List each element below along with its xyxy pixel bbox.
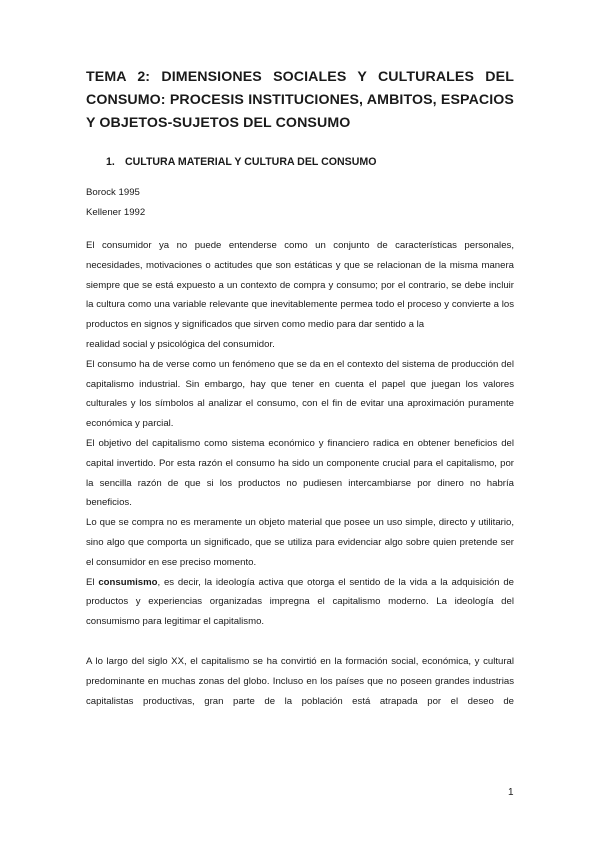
paragraph-text: , es decir, la ideología activa que otorga el sentido de la vida a la adquisición de productos y experiencias organizadas impregna el capitalismo moderno. La ideología del consumismo para legitimar el capitalismo. [86,576,514,628]
paragraph: El consumo ha de verse como un fenómeno que se da en el contexto del sistema de producción del capitalismo industrial. Sin embargo, hay que tener en cuenta el papel que juegan los valores culturales y los símbolos al analizar el consumo, con el fin de evitar una aproximación puramente económica y parcial. [86,358,514,430]
document-title: TEMA 2: DIMENSIONES SOCIALES Y CULTURALES DEL CONSUMO: PROCESIS INSTITUCIONES, AMBITOS, ESPACIOS Y OBJETOS-SUJETOS DEL CONSUMO [86,69,514,131]
paragraph-text: El [86,576,99,588]
paragraph [86,573,514,632]
reference-item: Kellener 1992 [86,207,146,218]
section-number: 1. [106,156,115,168]
reference-item: Borock 1995 [86,187,140,198]
section-heading-text: CULTURA MATERIAL Y CULTURA DEL CONSUMO [124,156,377,168]
paragraph: El objetivo del capitalismo como sistema económico y financiero radica en obtener beneficios del capital invertido. Por esta razón el consumo ha sido un componente crucial para el capitalismo, por la sencilla razón de que si los productos no pudiesen intercambiarse por dinero no habría beneficios. [86,437,514,509]
bold-term: consumismo [98,576,158,588]
paragraph: A lo largo del siglo XX, el capitalismo se ha convirtió en la formación social, económica, y cultural predominante en muchas zonas del globo. Incluso en los países que no poseen grandes industrias capitalistas productivas, gran parte de la población está atrapada por el deseo de [86,655,514,707]
body-text [86,236,514,711]
section-heading [106,156,376,168]
paragraph: El consumidor ya no puede entenderse como un conjunto de características personales, necesidades, motivaciones o actitudes que son estáticas y que se relacionan de la misma manera siempre que se está expuesto a un contexto de compra y consumo; por el contrario, se debe incluir la cultura como una variable relevante que inevitablemente permea todo el proceso y convierte a los productos en signos y significados que sirven como medio para dar sentido a la [86,240,514,331]
page-number: 1 [508,787,514,798]
paragraph: realidad social y psicológica del consumidor. [86,338,275,350]
paragraph: Lo que se compra no es meramente un objeto material que posee un uso simple, directo y utilitario, sino algo que comporta un significado, que se utiliza para evidenciar algo sobre quien pretende ser el consumidor en ese preciso momento. [86,517,514,568]
references-list [86,183,145,223]
